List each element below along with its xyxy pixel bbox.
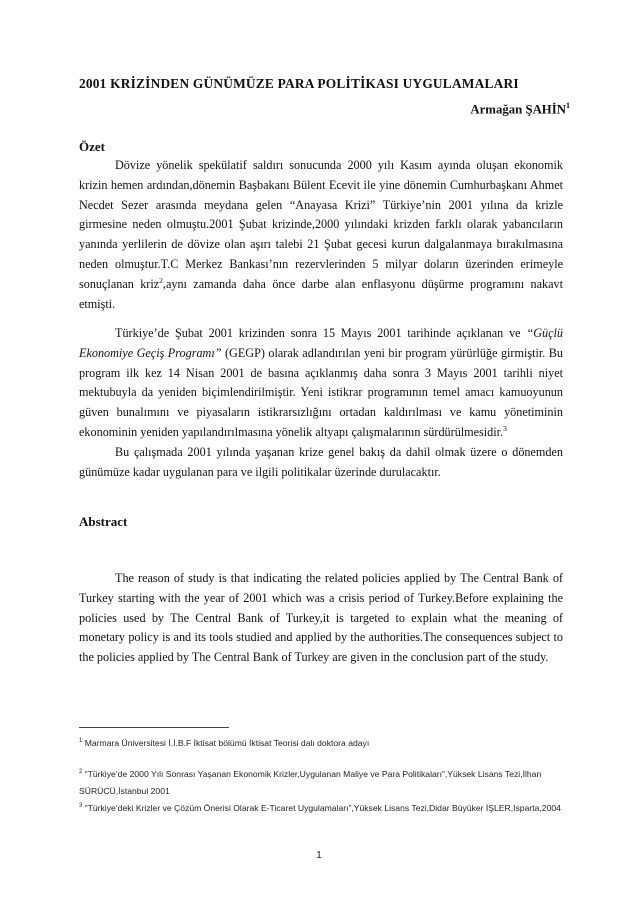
page-number: 1 <box>316 850 322 861</box>
footnote-2 <box>79 764 569 800</box>
footnote-number: 1 <box>79 738 83 744</box>
footnote-text: “Türkiye’deki Krizler ve Çözüm Önerisi Olarak E-Ticaret Uygulamaları”,Yüksek Lisans Tezi,Didar Büyüker İŞLER,Isparta,2004 <box>84 802 561 813</box>
author-footnote-ref: 1 <box>566 101 570 110</box>
abstract-heading: Abstract <box>79 514 128 529</box>
footnote-number: 3 <box>79 803 83 809</box>
abstract-paragraph: The reason of study is that indicating the related policies applied by The Central Bank of Turkey starting with the year of 2001 which was a crisis period of Turkey.Before explaining the policies used by The Central Bank of Turkey,it is targeted to explain what the meaning of monetary policy is and its tools studied and applied by the authorities.The consequences subject to the policies applied by The Central Bank of Turkey are given in the conclusion part of the study. <box>79 571 563 665</box>
footnote-text: Marmara Üniversitesi İ.İ.B.F İktisat bölümü İktisat Teorisi dalı doktora adayı <box>84 737 370 748</box>
footnote-1 <box>79 733 569 752</box>
ozet-heading: Özet <box>79 139 105 154</box>
footnote-number: 2 <box>79 769 83 775</box>
footnote-separator <box>79 727 229 728</box>
footnote-3 <box>79 798 569 817</box>
footnote-ref-3: 3 <box>503 423 507 433</box>
author-line <box>410 101 570 117</box>
ozet-paragraph-2 <box>79 324 563 443</box>
program-name-italic: “Güçlü Ekonomiye Geçiş Programı” <box>79 326 563 360</box>
ozet-p2-start: Türkiye’de Şubat 2001 krizinden sonra 15 Mayıs 2001 tarihinde açıklanan ve <box>115 326 527 340</box>
ozet-paragraph-3: Bu çalışmada 2001 yılında yaşanan krize genel bakış da dahil olmak üzere o dönemden günümüze kadar uygulanan para ve ilgili politikalar üzerinde durulacaktır. <box>79 445 563 479</box>
paper-title: 2001 KRİZİNDEN GÜNÜMÜZE PARA POLİTİKASI UYGULAMALARI <box>79 76 519 91</box>
ozet-p1-end: ,aynı zamanda daha önce darbe alan enflasyonu düşürme programını nakavt etmişti. <box>79 276 563 311</box>
ozet-p2-rest: (GEGP) olarak adlandırılan yeni bir program yürürlüğe girmiştir. Bu program ilk kez 14 Nisan 2001 de basına açıklanmış daha sonra 3 Mayıs 2001 tarihli niyet mektubuyla da yeniden biçimlendirilmiştir. Yeni istikrar programının temel amacı kamuoyunun güven bunalımını ve piyasaların istikrarsızlığını ortadan kaldırılması ve kamu yönetiminin ekonominin yeniden yapılandırılmasına yönelik altyapı çalışmalarının sürdürülmesidir. <box>79 345 563 439</box>
ozet-p1-text: Dövize yönelik spekülatif saldırı sonucunda 2000 yılı Kasım ayında oluşan ekonomik krizin hemen ardından,dönemin Başbakanı Bülent Ecevit ile yine dönemin Cumhurbaşkanı Ahmet Necdet Sezer arasında meydana gelen “Anayasa Krizi” Türkiye’nin 2001 yılına da krizle girmesine neden olmuştu.2001 Şubat krizinde,2000 yılındaki krizden farklı olarak yabancıların yanında yerlilerin de dövize olan aşırı talebi 21 Şubat gecesi kurun dalgalanmaya bırakılmasına neden olmuştur.T.C Merkez Bankası’nın rezervlerinden 5 milyar doların üzerinden erimeyle sonuçlanan kriz <box>79 158 563 291</box>
footnote-ref-2: 2 <box>159 275 163 285</box>
ozet-paragraph-1 <box>79 156 563 314</box>
footnote-text: “Türkiye’de 2000 Yılı Sonrası Yaşanan Ekonomik Krizler,Uygulanan Maliye ve Para Politikaları”,Yüksek Lisans Tezi,İlhan SÜRÜCÜ,İstanbul 2001 <box>79 768 542 796</box>
author-name: Armağan ŞAHİN <box>470 102 566 117</box>
